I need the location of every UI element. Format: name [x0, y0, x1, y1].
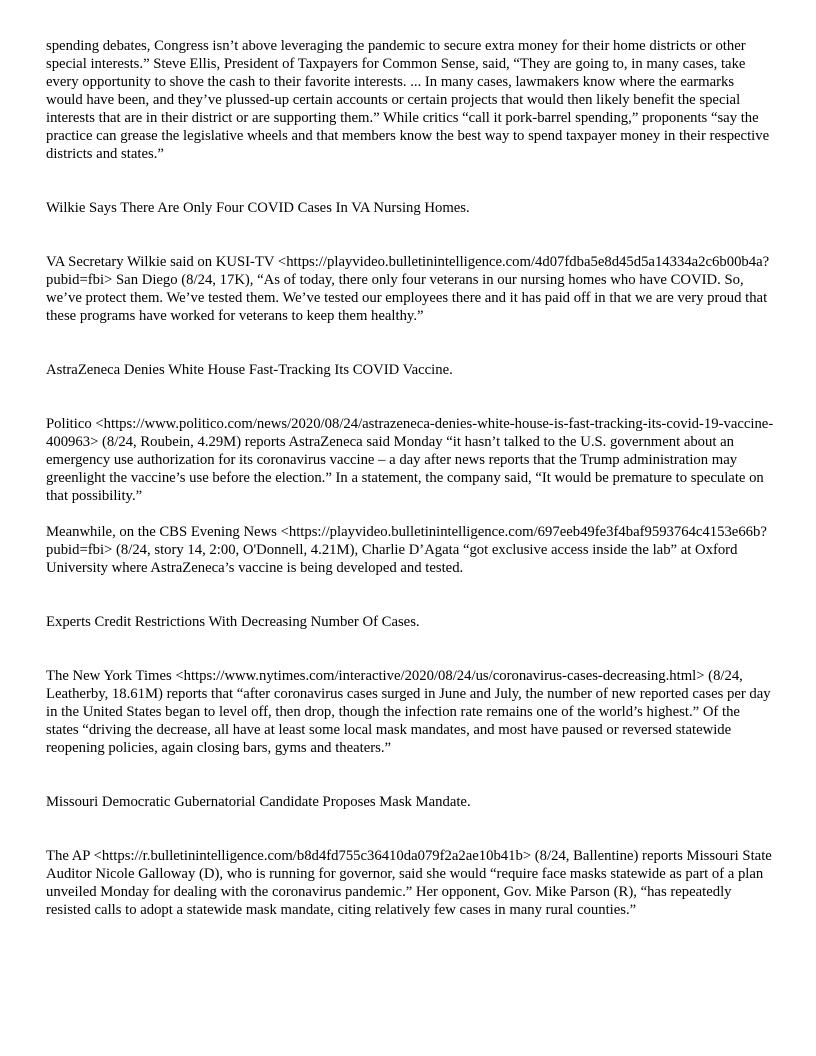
headline-astrazeneca: AstraZeneca Denies White House Fast-Tracking Its COVID Vaccine.: [46, 362, 453, 378]
paragraph-politico-astrazeneca: Politico <https://www.politico.com/news/2020/08/24/astrazeneca-denies-white-house-is-fast-tracking-its-covid-19-vaccine-400963> (8/24, Roubein, 4.29M) reports AstraZeneca said Monday “it hasn’t talked to the U.S. government about an emergency use authorization for its coronavirus vaccine – a day after news reports that the Trump administration may greenlight the vaccine’s use before the election.” In a statement, the company said, “It would be premature to speculate on that possibility.”: [46, 416, 774, 504]
document-page: [46, 37, 774, 919]
paragraph-earmarks: spending debates, Congress isn’t above leveraging the pandemic to secure extra money for their home districts or other special interests.” Steve Ellis, President of Taxpayers for Common Sense, said, “They are going to, in many cases, take every opportunity to shove the cash to their favorite interests. ... In many cases, lawmakers know where the earmarks would have been, and they’ve plussed-up certain accounts or certain projects that would then likely benefit the special interests that are in their district or are supporting them.” While critics “call it pork-barrel spending,” proponents “say the practice can grease the legislative wheels and that members know the best way to spend taxpayer money in their respective districts and states.”: [46, 38, 770, 162]
paragraph-ap-missouri: The AP <https://r.bulletinintelligence.com/b8d4fd755c36410da079f2a2ae10b41b> (8/24, Ballentine) reports Missouri State Auditor Nicole Galloway (D), who is running for governor, said she would “require face masks statewide as part of a plan unveiled Monday for dealing with the coronavirus pandemic.” Her opponent, Gov. Mike Parson (R), “has repeatedly resisted calls to adopt a statewide mask mandate, citing relatively few cases in many rural counties.”: [46, 848, 772, 918]
headline-wilkie-va-nursing-homes: Wilkie Says There Are Only Four COVID Cases In VA Nursing Homes.: [46, 200, 470, 216]
paragraph-wilkie-kusi: VA Secretary Wilkie said on KUSI-TV <https://playvideo.bulletinintelligence.com/4d07fdba5e8d45d5a14334a2c6b00b4a?pubid=fbi> San Diego (8/24, 17K), “As of today, there only four veterans in our nursing homes who have COVID. So, we’ve protect them. We’ve tested them. We’ve tested our employees there and it has paid off in that we are very proud that these programs have worked for veterans to keep them healthy.”: [46, 254, 770, 324]
paragraph-nyt-cases: The New York Times <https://www.nytimes.com/interactive/2020/08/24/us/coronavirus-cases-decreasing.html> (8/24, Leatherby, 18.61M) reports that “after coronavirus cases surged in June and July, the number of new reported cases per day in the United States began to level off, then drop, though the infection rate remains one of the world’s highest.” Of the states “driving the decrease, all have at least some local mask mandates, and most have paused or reversed statewide reopening policies, again closing bars, gyms and theaters.”: [46, 668, 771, 756]
paragraph-cbs-evening-news: Meanwhile, on the CBS Evening News <https://playvideo.bulletinintelligence.com/697eeb49fe3f4baf9593764c4153e66b?pubid=fbi> (8/24, story 14, 2:00, O'Donnell, 4.21M), Charlie D’Agata “got exclusive access inside the lab” at Oxford University where AstraZeneca’s vaccine is being developed and tested.: [46, 524, 767, 576]
headline-missouri-mask-mandate: Missouri Democratic Gubernatorial Candidate Proposes Mask Mandate.: [46, 794, 471, 810]
headline-restrictions-decreasing-cases: Experts Credit Restrictions With Decreasing Number Of Cases.: [46, 614, 420, 630]
